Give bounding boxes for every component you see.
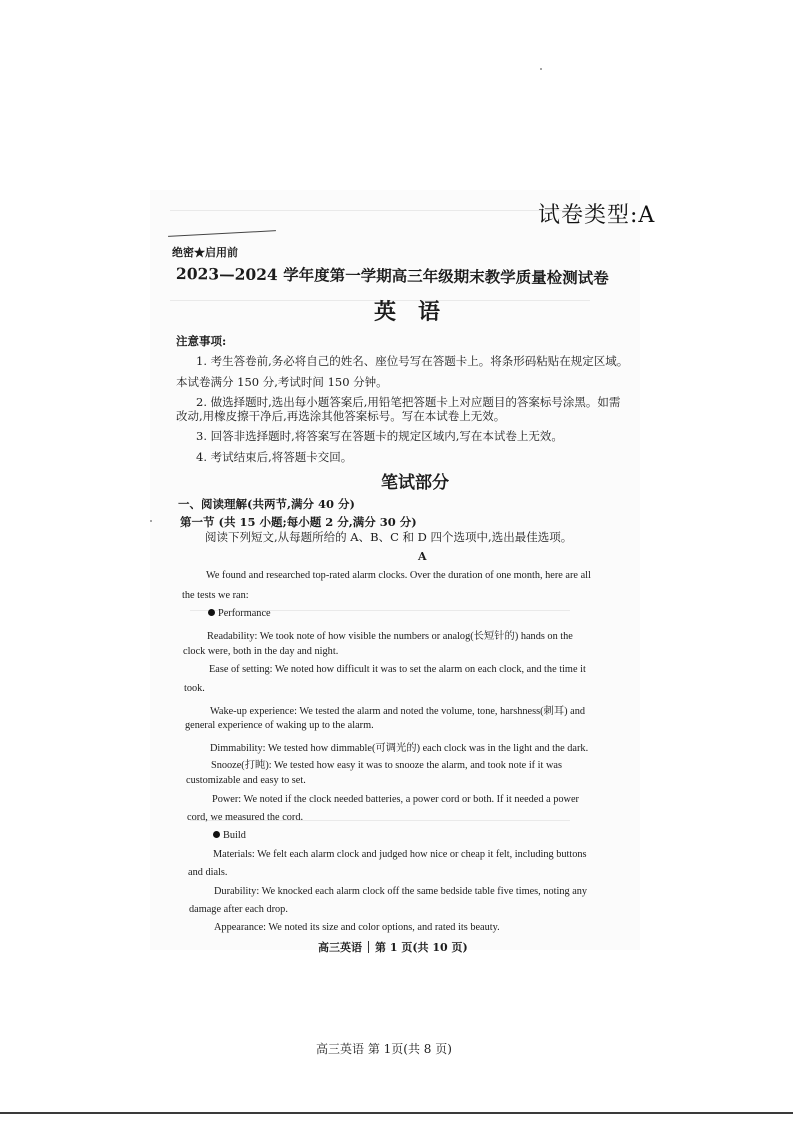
notice-item: 1. 考生答卷前,务必将自己的姓名、座位号写在答题卡上。将条形码粘贴在规定区域。: [196, 354, 629, 368]
reading-instruction: 阅读下列短文,从每题所给的 A、B、C 和 D 四个选项中,选出最佳选项。: [205, 530, 573, 544]
performance-heading: Performance: [208, 608, 271, 619]
passage-line: took.: [184, 683, 205, 694]
notice-item: 3. 回答非选择题时,将答案写在答题卡的规定区域内,写在本试卷上无效。: [196, 429, 563, 443]
subject-title: 英语: [374, 299, 463, 325]
passage-line: and dials.: [188, 867, 228, 878]
build-heading: Build: [213, 830, 246, 841]
passage-line: Durability: We knocked each alarm clock off the same bedside table five times, noting any: [214, 886, 588, 897]
passage-line: general experience of waking up to the alarm.: [185, 720, 374, 731]
bleed-through-line: [170, 210, 590, 211]
bullet-icon: [213, 831, 220, 838]
passage-line: Ease of setting: We noted how difficult it was to set the alarm on each clock, and the time it: [209, 664, 586, 675]
exam-title: 2023—2024 学年度第一学期高三年级期末教学质量检测试卷: [175, 264, 609, 288]
passage-line: Snooze(打盹): We tested how easy it was to snooze the alarm, and took note if it was: [211, 760, 562, 771]
scan-speck: [540, 68, 542, 70]
passage-line: Materials: We felt each alarm clock and judged how nice or cheap it felt, including buttons: [213, 849, 587, 860]
notice-item: 本试卷满分 150 分,考试时间 150 分钟。: [176, 375, 388, 389]
passage-line: Power: We noted if the clock needed batteries, a power cord or both. If it needed a power: [212, 794, 579, 805]
scan-speck: [150, 520, 152, 522]
passage-line: clock were, both in the day and night.: [183, 646, 339, 657]
page-footer: 高三英语 第 1页(共 8 页): [316, 1042, 452, 1056]
inner-page-footer: 高三英语 第 1 页(共 10 页): [318, 941, 468, 954]
passage-line: We found and researched top-rated alarm clocks. Over the duration of one month, here are all: [206, 570, 591, 581]
confidential-label: 绝密★启用前: [172, 246, 238, 259]
paper-type-label: 试卷类型:A: [538, 203, 656, 228]
notice-item: 改动,用橡皮擦干净后,再选涂其他答案标号。写在本试卷上无效。: [176, 409, 506, 423]
notice-item: 2. 做选择题时,选出每小题答案后,用铅笔把答题卡上对应题目的答案标号涂黑。如需: [196, 395, 621, 409]
passage-line: cord, we measured the cord.: [187, 812, 304, 823]
part-heading: 一、阅读理解(共两节,满分 40 分): [178, 497, 355, 511]
passage-line: Wake-up experience: We tested the alarm and noted the volume, tone, harshness(刺耳) and: [210, 706, 586, 717]
passage-line: the tests we ran:: [182, 590, 249, 601]
passage-line: customizable and easy to set.: [186, 775, 306, 786]
passage-line: Dimmability: We tested how dimmable(可调光的) each clock was in the light and the dark.: [210, 743, 589, 754]
bottom-edge-line: [0, 1112, 793, 1114]
section-title: 笔试部分: [381, 473, 449, 493]
passage-letter: A: [418, 550, 427, 563]
passage-line: damage after each drop.: [189, 904, 288, 915]
section-heading: 第一节 (共 15 小题;每小题 2 分,满分 30 分): [180, 515, 417, 529]
passage-line: Readability: We took note of how visible the numbers or analog(长短针的) hands on the: [207, 631, 573, 642]
passage-line: Appearance: We noted its size and color options, and rated its beauty.: [214, 922, 500, 933]
notice-item: 4. 考试结束后,将答题卡交回。: [196, 450, 353, 464]
notice-heading: 注意事项:: [176, 334, 227, 348]
bullet-icon: [208, 609, 215, 616]
